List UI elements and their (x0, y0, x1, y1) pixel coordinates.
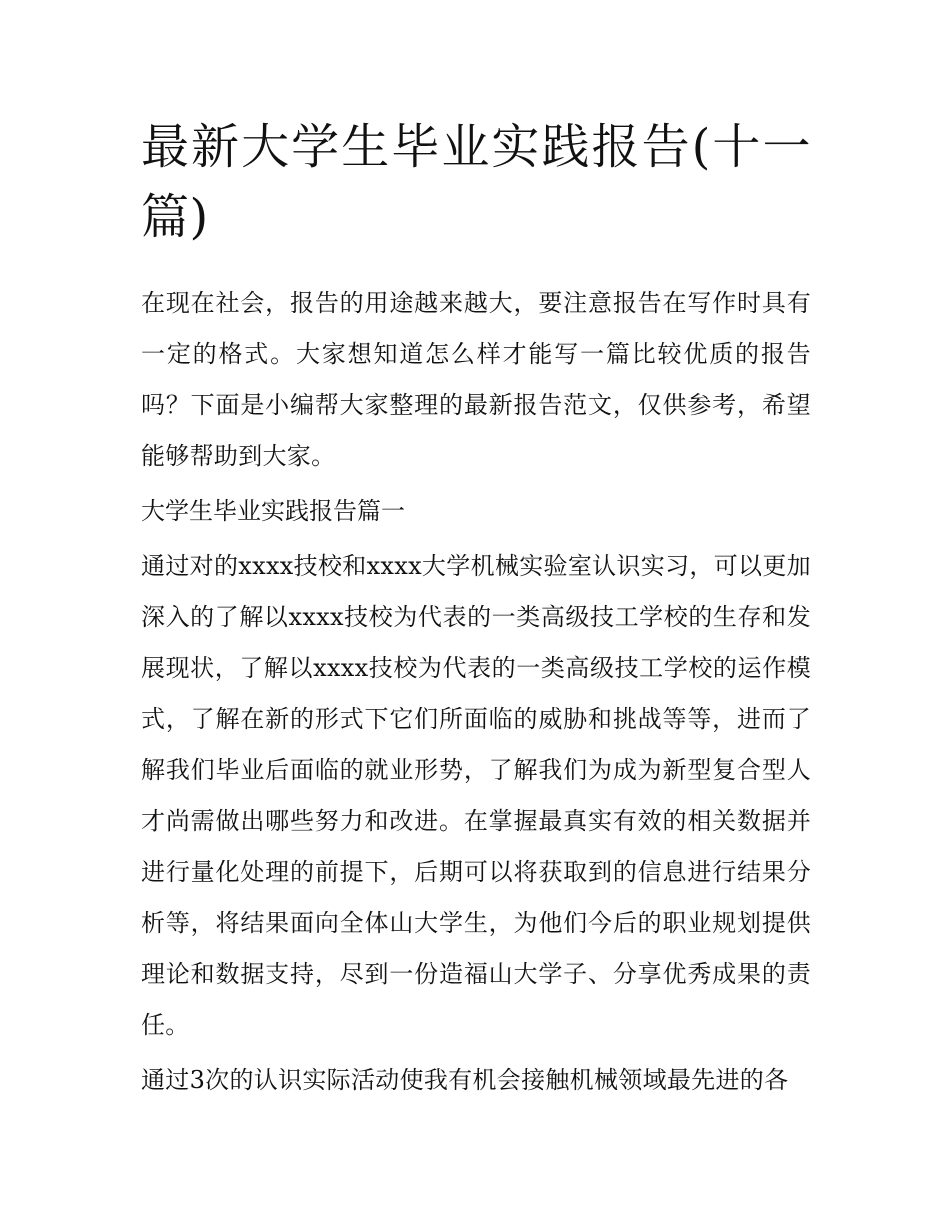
body-paragraph-2: 通过3次的认识实际活动使我有机会接触机械领域最先进的各 (141, 1066, 789, 1094)
document-title: 最新大学生毕业实践报告(十一篇) (141, 119, 811, 245)
intro-paragraph: 在现在社会，报告的用途越来越大，要注意报告在写作时具有一定的格式。大家想知道怎么样才能写一篇比较优质的报告吗？下面是小编帮大家整理的最新报告范文，仅供参考，希望能够帮助到大家。 (141, 289, 811, 470)
section-heading: 大学生毕业实践报告篇一 (141, 497, 405, 525)
body-paragraph-1: 通过对的xxxx技校和xxxx大学机械实验室认识实习，可以更加深入的了解以xxxx技校为代表的一类高级技工学校的生存和发展现状，了解以xxxx技校为代表的一类高级技工学校的运作模式，了解在新的形式下它们所面临的威胁和挑战等等，进而了解我们毕业后面临的就业形势，了解我们为成为新型复合型人才尚需做出哪些努力和改进。在掌握最真实有效的相关数据并进行量化处理的前提下，后期可以将获取到的信息进行结果分析等，将结果面向全体山大学生，为他们今后的职业规划提供理论和数据支持，尽到一份造福山大学子、分享优秀成果的责任。 (141, 552, 811, 1039)
document-body (141, 112, 811, 1110)
